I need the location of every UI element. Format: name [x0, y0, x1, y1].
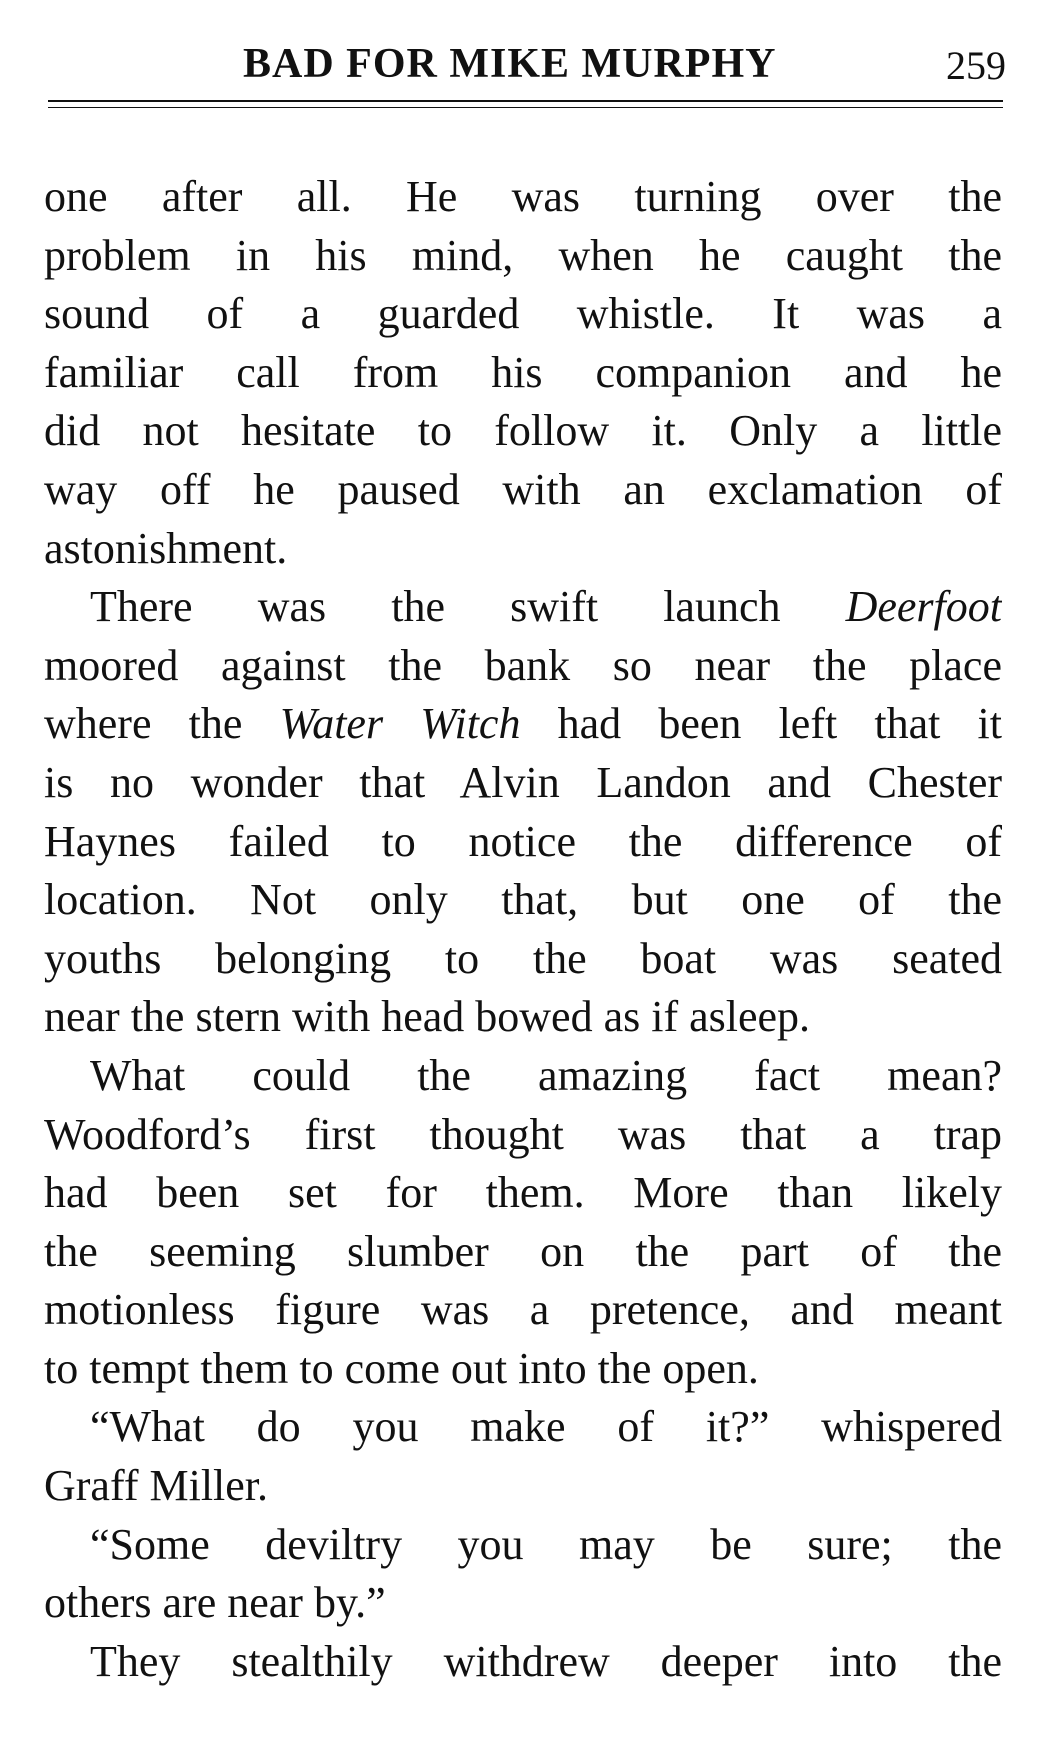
header-rule-thin: [48, 107, 1003, 108]
text-line: near the stern with head bowed as if asleep.: [44, 992, 811, 1042]
text-line: [44, 695, 1002, 754]
text-line: Graff Miller.: [44, 1461, 269, 1511]
italic-title: Deerfoot: [845, 582, 1002, 632]
header-rule-thick: [48, 100, 1003, 102]
running-head: [48, 30, 1006, 90]
text-line: the seeming slumber on the part of the: [44, 1226, 1002, 1276]
italic-title: Water Witch: [279, 699, 521, 749]
text-line: one after all. He was turning over the: [44, 172, 1002, 221]
text-line: motionless figure was a pretence, and meant: [44, 1285, 1002, 1335]
text-segment: where the: [44, 699, 280, 749]
text-line: “What do you make of it?” whispered: [90, 1402, 1002, 1452]
text-line: is no wonder that Alvin Landon and Chester: [44, 757, 1002, 807]
running-title: BAD FOR MIKE MURPHY: [243, 41, 777, 87]
text-line: youths belonging to the boat was seated: [44, 933, 1002, 983]
text-line: familiar call from his companion and he: [44, 347, 1002, 397]
text-segment: There was the swift launch: [90, 582, 846, 632]
text-line: moored against the bank so near the place: [44, 640, 1002, 690]
text-line: had been set for them. More than likely: [44, 1168, 1002, 1218]
text-line: did not hesitate to follow it. Only a little: [44, 406, 1002, 456]
text-line: They stealthily withdrew deeper into the: [90, 1636, 1002, 1686]
text-line: location. Not only that, but one of the: [44, 875, 1002, 925]
text-line: Haynes failed to notice the difference of: [44, 816, 1002, 866]
text-line: way off he paused with an exclamation of: [44, 464, 1002, 514]
text-line: to tempt them to come out into the open.: [44, 1343, 759, 1393]
text-segment: had been left that it: [520, 699, 1002, 749]
text-line: [44, 578, 1002, 637]
text-line: “Some deviltry you may be sure; the: [90, 1519, 1002, 1569]
page-number: 259: [946, 43, 1006, 88]
text-line: problem in his mind, when he caught the: [44, 230, 1002, 280]
text-line: Woodford’s first thought was that a trap: [44, 1109, 1002, 1159]
text-line: What could the amazing fact mean?: [90, 1050, 1002, 1100]
text-line: others are near by.”: [44, 1578, 386, 1628]
text-line: sound of a guarded whistle. It was a: [44, 289, 1002, 339]
body-text: [44, 168, 1002, 1691]
text-line: astonishment.: [44, 523, 288, 573]
